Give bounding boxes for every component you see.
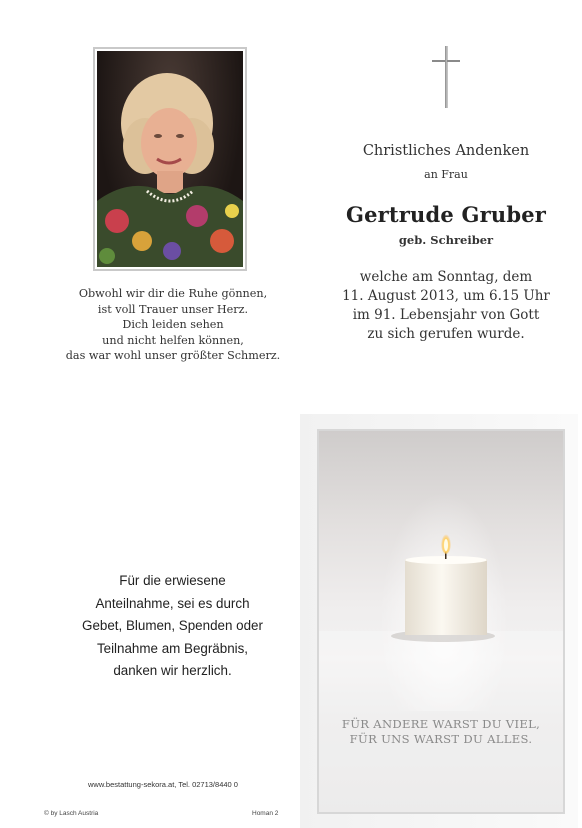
thanks-note <box>70 570 275 683</box>
poem-line: ist voll Trauer unser Herz. <box>97 302 249 316</box>
cross-icon <box>430 45 462 109</box>
details-line: welche am Sonntag, dem <box>359 269 533 285</box>
candle-card <box>317 429 565 814</box>
candle-icon <box>319 431 563 812</box>
death-details <box>318 268 574 344</box>
birth-name: geb. Schreiber <box>398 233 494 247</box>
card-inscription <box>319 717 563 747</box>
copyright-note: © by Lasch Austria <box>44 810 99 817</box>
thanks-line: Anteilnahme, sei es durch <box>95 595 250 611</box>
thanks-line: Teilnahme am Begräbnis, <box>96 640 249 656</box>
funeral-home-contact: www.bestattung-sekora.at, Tel. 02713/8440 0 <box>88 780 238 789</box>
poem-line: das war wohl unser größter Schmerz. <box>65 349 281 362</box>
thanks-line: Gebet, Blumen, Spenden oder <box>82 618 263 633</box>
inscription-line: FÜR UNS WARST DU ALLES. <box>349 732 533 746</box>
portrait-photo <box>97 51 243 267</box>
poem-line: Dich leiden sehen <box>122 318 224 331</box>
portrait-photo-frame <box>93 47 247 271</box>
details-line: zu sich gerufen wurde. <box>367 326 525 342</box>
memorial-heading: Christliches Andenken <box>362 143 530 159</box>
details-line: im 91. Lebensjahr von Gott <box>352 307 540 323</box>
deceased-name: Gertrude Gruber <box>345 202 547 227</box>
inscription-line: FÜR ANDERE WARST DU VIEL, <box>341 717 541 731</box>
memorial-poem <box>60 286 286 364</box>
details-line: 11. August 2013, um 6.15 Uhr <box>342 288 550 304</box>
portrait-illustration <box>97 51 243 267</box>
poem-line: und nicht helfen können, <box>102 333 244 347</box>
salutation: an Frau <box>424 168 468 181</box>
thanks-line: Für die erwiesene <box>119 573 226 588</box>
card-model: Homan 2 <box>252 810 279 817</box>
poem-line: Obwohl wir dir die Ruhe gönnen, <box>78 287 268 300</box>
thanks-line: danken wir herzlich. <box>113 663 232 678</box>
